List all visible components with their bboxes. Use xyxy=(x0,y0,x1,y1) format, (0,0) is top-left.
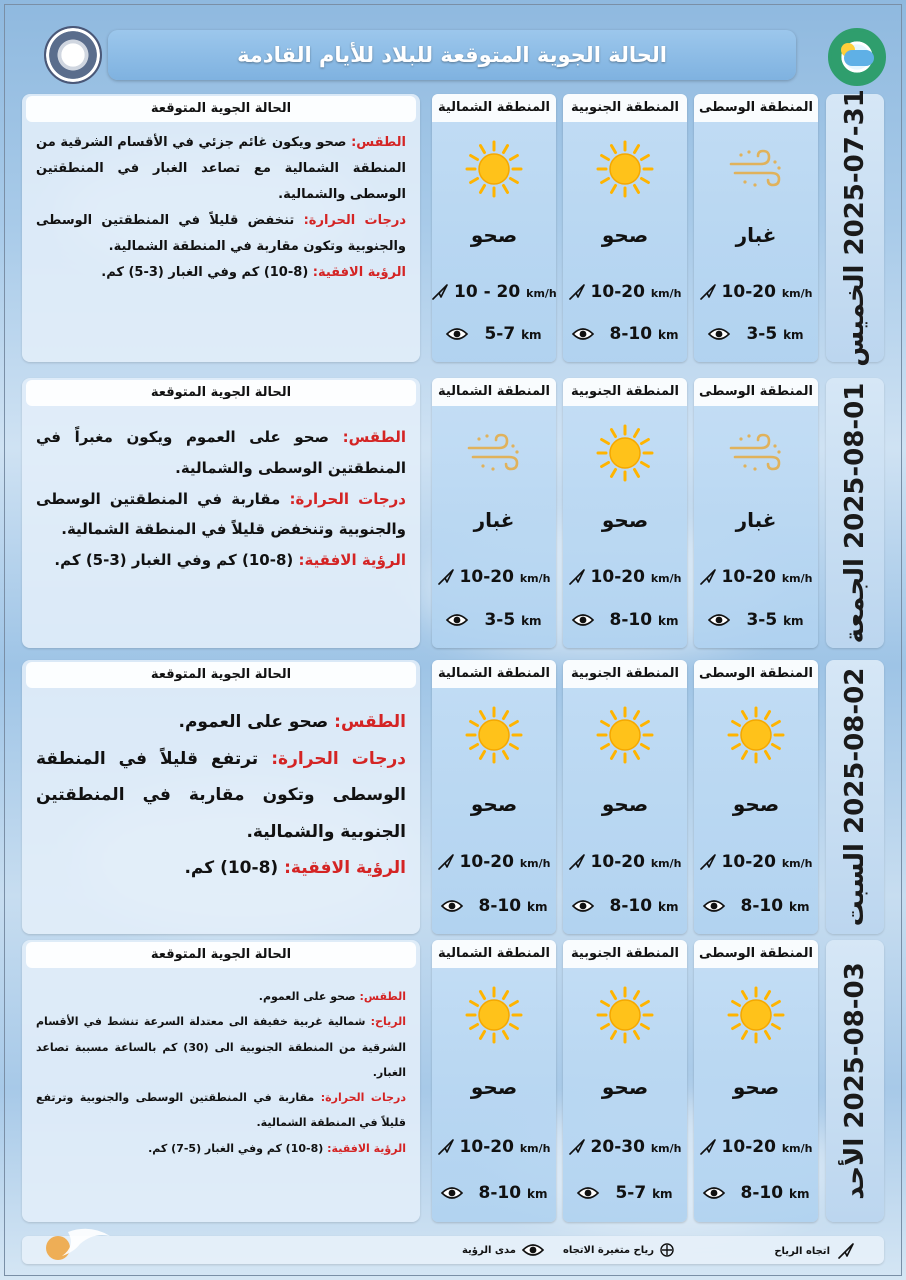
sun-icon xyxy=(596,706,654,764)
visibility-value: 8-10 xyxy=(740,1183,784,1203)
visibility-text: (8-10) كم وفي الغبار (3-5) كم. xyxy=(54,551,294,569)
visibility-value: 3-5 xyxy=(746,324,778,344)
legend-visibility: مدى الرؤية xyxy=(462,1243,544,1257)
description-heading: الحالة الجوية المتوقعة xyxy=(26,942,416,968)
wind-arrow-icon xyxy=(700,852,722,872)
weather-line xyxy=(36,704,406,741)
eye-icon xyxy=(577,1183,615,1203)
temperature-line xyxy=(36,484,406,546)
wind-speed xyxy=(563,567,687,587)
visibility-unit: km xyxy=(526,1187,548,1201)
visibility xyxy=(694,610,818,630)
wind-value: 10-20 xyxy=(459,567,514,587)
wind-unit: km/h xyxy=(526,287,557,300)
visibility-unit: km xyxy=(783,328,804,342)
condition-label: صحو xyxy=(732,792,780,816)
forecast-description xyxy=(22,660,420,934)
date-column xyxy=(826,89,884,367)
visibility xyxy=(694,1183,818,1203)
weather-label: الطقس: xyxy=(359,990,406,1003)
sun-icon xyxy=(596,424,654,482)
description-heading: الحالة الجوية المتوقعة xyxy=(26,380,416,406)
legend xyxy=(22,1236,884,1264)
wind-unit: km/h xyxy=(781,572,813,585)
visibility xyxy=(432,896,556,916)
legend-variable-wind: رياح متغيرة الاتجاه xyxy=(563,1243,674,1257)
wind-arrow-icon xyxy=(438,1137,460,1157)
region-card xyxy=(432,94,556,362)
region-card xyxy=(432,378,556,648)
visibility-unit: km xyxy=(521,328,542,342)
wind-unit: km/h xyxy=(650,287,682,300)
visibility-value: 5-7 xyxy=(615,1183,647,1203)
sun-icon xyxy=(465,706,523,764)
visibility-value: 3-5 xyxy=(746,610,778,630)
wind-arrow-icon xyxy=(569,1137,591,1157)
temperature-text: ترتفع قليلاً في المنطقة الوسطى وتكون مقاربة في المنطقتين الجنوبية والشمالية. xyxy=(36,748,406,842)
region-name: المنطقة الوسطى xyxy=(694,378,818,406)
condition-label: غبار xyxy=(735,223,777,247)
description-body xyxy=(36,130,406,286)
forecast-description xyxy=(22,94,420,362)
region-name: المنطقة الجنوبية xyxy=(563,378,687,406)
forecast-description xyxy=(22,378,420,648)
weather-text: صحو ويكون غائم جزئي في الأقسام الشرقية من المنطقة الشمالية مع تصاعد الغبار في المنطقتين الوسطى والشمالية. xyxy=(36,135,406,202)
wind-unit: km/h xyxy=(519,1142,551,1155)
weather-line xyxy=(36,422,406,484)
region-card xyxy=(694,378,818,648)
date-column xyxy=(826,940,884,1222)
temperature-label: درجات الحرارة: xyxy=(271,748,406,769)
wind-arrow-icon xyxy=(438,567,460,587)
weather-line xyxy=(36,984,406,1009)
visibility-line xyxy=(36,1136,406,1161)
visibility-label: الرؤية الافقية: xyxy=(298,551,406,569)
visibility-unit: km xyxy=(788,900,810,914)
region-card xyxy=(432,940,556,1222)
wind-arrow-icon xyxy=(569,852,591,872)
forecast-description xyxy=(22,940,420,1222)
wind-speed xyxy=(432,852,556,872)
condition-label: غبار xyxy=(473,508,515,532)
region-card xyxy=(694,940,818,1222)
visibility-unit: km xyxy=(657,900,679,914)
temperature-line xyxy=(36,208,406,260)
visibility-unit: km xyxy=(526,900,548,914)
temperature-label: درجات الحرارة: xyxy=(320,1091,406,1105)
wind-speed xyxy=(563,852,687,872)
weather-label: الطقس: xyxy=(351,135,406,150)
description-body xyxy=(36,422,406,576)
condition-label: صحو xyxy=(601,1075,649,1099)
region-name: المنطقة الوسطى xyxy=(694,94,818,122)
visibility-label: الرؤية الافقية: xyxy=(312,265,406,280)
description-heading: الحالة الجوية المتوقعة xyxy=(26,662,416,688)
eye-icon xyxy=(572,324,610,344)
sun-icon xyxy=(596,986,654,1044)
eye-icon xyxy=(522,1243,544,1257)
wind-speed xyxy=(432,567,556,587)
region-card xyxy=(563,940,687,1222)
region-name: المنطقة الشمالية xyxy=(432,378,556,406)
eye-icon xyxy=(446,324,484,344)
variable-wind-icon xyxy=(660,1243,674,1257)
visibility-value: 3-5 xyxy=(484,610,516,630)
wind-value: 10-20 xyxy=(590,852,645,872)
wind-arrow-icon xyxy=(700,282,722,302)
condition-label: غبار xyxy=(735,508,777,532)
visibility-text: (8-10) كم وفي الغبار (5-7) كم. xyxy=(148,1141,324,1155)
sun-icon xyxy=(596,140,654,198)
visibility-value: 8-10 xyxy=(609,610,653,630)
region-card xyxy=(563,94,687,362)
legend-wind-direction: اتجاه الرياح xyxy=(774,1243,854,1259)
condition-label: صحو xyxy=(732,1075,780,1099)
wind-value: 10-20 xyxy=(721,282,776,302)
weather-text: صحو على العموم. xyxy=(178,712,329,732)
sun-icon xyxy=(727,706,785,764)
wind-line xyxy=(36,1009,406,1085)
weather-text: صحو على العموم. xyxy=(258,990,356,1003)
region-card xyxy=(694,660,818,934)
condition-label: صحو xyxy=(470,792,518,816)
visibility-value: 8-10 xyxy=(478,1183,522,1203)
condition-label: صحو xyxy=(470,223,518,247)
wind-speed xyxy=(694,567,818,587)
visibility-unit: km xyxy=(783,614,804,628)
wind-arrow-icon xyxy=(569,567,591,587)
weather-logo xyxy=(828,28,886,86)
description-heading: الحالة الجوية المتوقعة xyxy=(26,96,416,122)
visibility xyxy=(432,610,556,630)
wind-value: 10-20 xyxy=(721,852,776,872)
visibility xyxy=(563,324,687,344)
visibility-line xyxy=(36,850,406,887)
wind-arrow-icon xyxy=(432,282,454,302)
wind-unit: km/h xyxy=(781,857,813,870)
wind-arrow-icon xyxy=(438,852,460,872)
wind-speed xyxy=(694,282,818,302)
temperature-label: درجات الحرارة: xyxy=(303,213,406,228)
visibility xyxy=(694,896,818,916)
wind-unit: km/h xyxy=(650,1142,682,1155)
sun-icon xyxy=(465,986,523,1044)
eye-icon xyxy=(572,610,610,630)
wind-unit: km/h xyxy=(650,572,682,585)
region-name: المنطقة الشمالية xyxy=(432,940,556,968)
day-date: 2025-07-31 الخميس xyxy=(840,89,870,367)
region-card xyxy=(563,378,687,648)
condition-label: صحو xyxy=(601,223,649,247)
wind-speed xyxy=(694,852,818,872)
watermark-logo xyxy=(40,1222,120,1270)
wind-unit: km/h xyxy=(519,572,551,585)
visibility-value: 8-10 xyxy=(740,896,784,916)
visibility-text: (8-10) كم. xyxy=(184,858,279,879)
day-date: 2025-08-02 السبت xyxy=(840,667,870,927)
visibility xyxy=(432,324,556,344)
visibility-unit: km xyxy=(657,328,679,342)
wind-unit: km/h xyxy=(519,857,551,870)
sun-icon xyxy=(727,986,785,1044)
region-name: المنطقة الشمالية xyxy=(432,660,556,688)
visibility-value: 8-10 xyxy=(609,324,653,344)
eye-icon xyxy=(703,1183,741,1203)
wind-speed xyxy=(563,282,687,302)
visibility-unit: km xyxy=(788,1187,810,1201)
wind-value: 10 - 20 xyxy=(454,282,521,302)
region-card xyxy=(694,94,818,362)
eye-icon xyxy=(441,1183,479,1203)
eye-icon xyxy=(572,896,610,916)
visibility xyxy=(694,324,818,344)
visibility-value: 8-10 xyxy=(609,896,653,916)
region-name: المنطقة الجنوبية xyxy=(563,94,687,122)
wind-arrow-icon xyxy=(700,1137,722,1157)
visibility-label: الرؤية الافقية: xyxy=(284,858,406,879)
wind-value: 10-20 xyxy=(459,852,514,872)
dust-icon xyxy=(727,430,785,474)
eye-icon xyxy=(441,896,479,916)
visibility xyxy=(432,1183,556,1203)
description-body xyxy=(36,984,406,1161)
meteorology-logo xyxy=(44,26,102,84)
region-name: المنطقة الشمالية xyxy=(432,94,556,122)
visibility-unit: km xyxy=(652,1187,673,1201)
wind-unit: km/h xyxy=(781,1142,813,1155)
wind-arrow-icon xyxy=(569,282,591,302)
temperature-text: تنخفض قليلاً في المنطقتين الوسطى والجنوبية وتكون مقاربة في المنطقة الشمالية. xyxy=(36,213,406,254)
region-card xyxy=(432,660,556,934)
temperature-text: مقاربة في المنطقتين الوسطى والجنوبية وترتفع قليلاً في المنطقة الشمالية. xyxy=(36,1091,406,1130)
wind-speed xyxy=(432,1137,556,1157)
visibility-label: الرؤية الافقية: xyxy=(327,1141,406,1155)
date-column xyxy=(826,378,884,648)
region-name: المنطقة الوسطى xyxy=(694,940,818,968)
region-name: المنطقة الجنوبية xyxy=(563,940,687,968)
wind-speed xyxy=(432,282,556,302)
visibility-value: 5-7 xyxy=(484,324,516,344)
dust-icon xyxy=(465,430,523,474)
wind-arrow-icon xyxy=(838,1243,854,1259)
condition-label: صحو xyxy=(601,792,649,816)
title-bar xyxy=(108,30,796,80)
eye-icon xyxy=(446,610,484,630)
wind-speed xyxy=(694,1137,818,1157)
day-date: 2025-08-03 الأحد xyxy=(840,962,870,1200)
weather-label: الطقس: xyxy=(342,428,406,446)
eye-icon xyxy=(708,610,746,630)
visibility xyxy=(563,610,687,630)
wind-value: 10-20 xyxy=(590,567,645,587)
wind-arrow-icon xyxy=(700,567,722,587)
visibility-value: 8-10 xyxy=(478,896,522,916)
wind-unit: km/h xyxy=(781,287,813,300)
wind-speed xyxy=(563,1137,687,1157)
eye-icon xyxy=(703,896,741,916)
temperature-line xyxy=(36,741,406,851)
condition-label: صحو xyxy=(470,1075,518,1099)
weather-label: الطقس: xyxy=(334,712,406,732)
visibility xyxy=(563,1183,687,1203)
description-body xyxy=(36,704,406,887)
visibility xyxy=(563,896,687,916)
page-title: الحالة الجوية المتوقعة للبلاد للأيام القادمة xyxy=(237,43,667,67)
eye-icon xyxy=(708,324,746,344)
weather-text: صحو على العموم ويكون مغبراً في المنطقتين الوسطى والشمالية. xyxy=(36,428,406,477)
wind-value: 10-20 xyxy=(721,567,776,587)
visibility-unit: km xyxy=(657,614,679,628)
wind-value: 20-30 xyxy=(590,1137,645,1157)
day-date: 2025-08-01 الجمعة xyxy=(840,382,870,644)
dust-icon xyxy=(727,146,785,190)
region-name: المنطقة الوسطى xyxy=(694,660,818,688)
temperature-text: مقاربة في المنطقتين الوسطى والجنوبية وتنخفض قليلاً في المنطقة الشمالية. xyxy=(36,489,406,539)
wind-label: الرياح: xyxy=(370,1015,406,1029)
weather-line xyxy=(36,130,406,208)
region-name: المنطقة الجنوبية xyxy=(563,660,687,688)
visibility-line xyxy=(36,260,406,286)
visibility-unit: km xyxy=(521,614,542,628)
date-column xyxy=(826,660,884,934)
wind-value: 10-20 xyxy=(590,282,645,302)
visibility-text: (8-10) كم وفي الغبار (3-5) كم. xyxy=(101,265,309,280)
condition-label: صحو xyxy=(601,508,649,532)
region-card xyxy=(563,660,687,934)
wind-unit: km/h xyxy=(650,857,682,870)
temperature-label: درجات الحرارة: xyxy=(289,489,406,508)
sun-icon xyxy=(465,140,523,198)
temperature-line xyxy=(36,1085,406,1136)
wind-value: 10-20 xyxy=(459,1137,514,1157)
wind-value: 10-20 xyxy=(721,1137,776,1157)
wind-text: شمالية غربية خفيفة الى معتدلة السرعة تنشط في الأقسام الشرقية من المنطقة الجنوبية الى (30) كم بالساعة مسببة تصاعد الغبار. xyxy=(36,1015,406,1079)
visibility-line xyxy=(36,545,406,576)
